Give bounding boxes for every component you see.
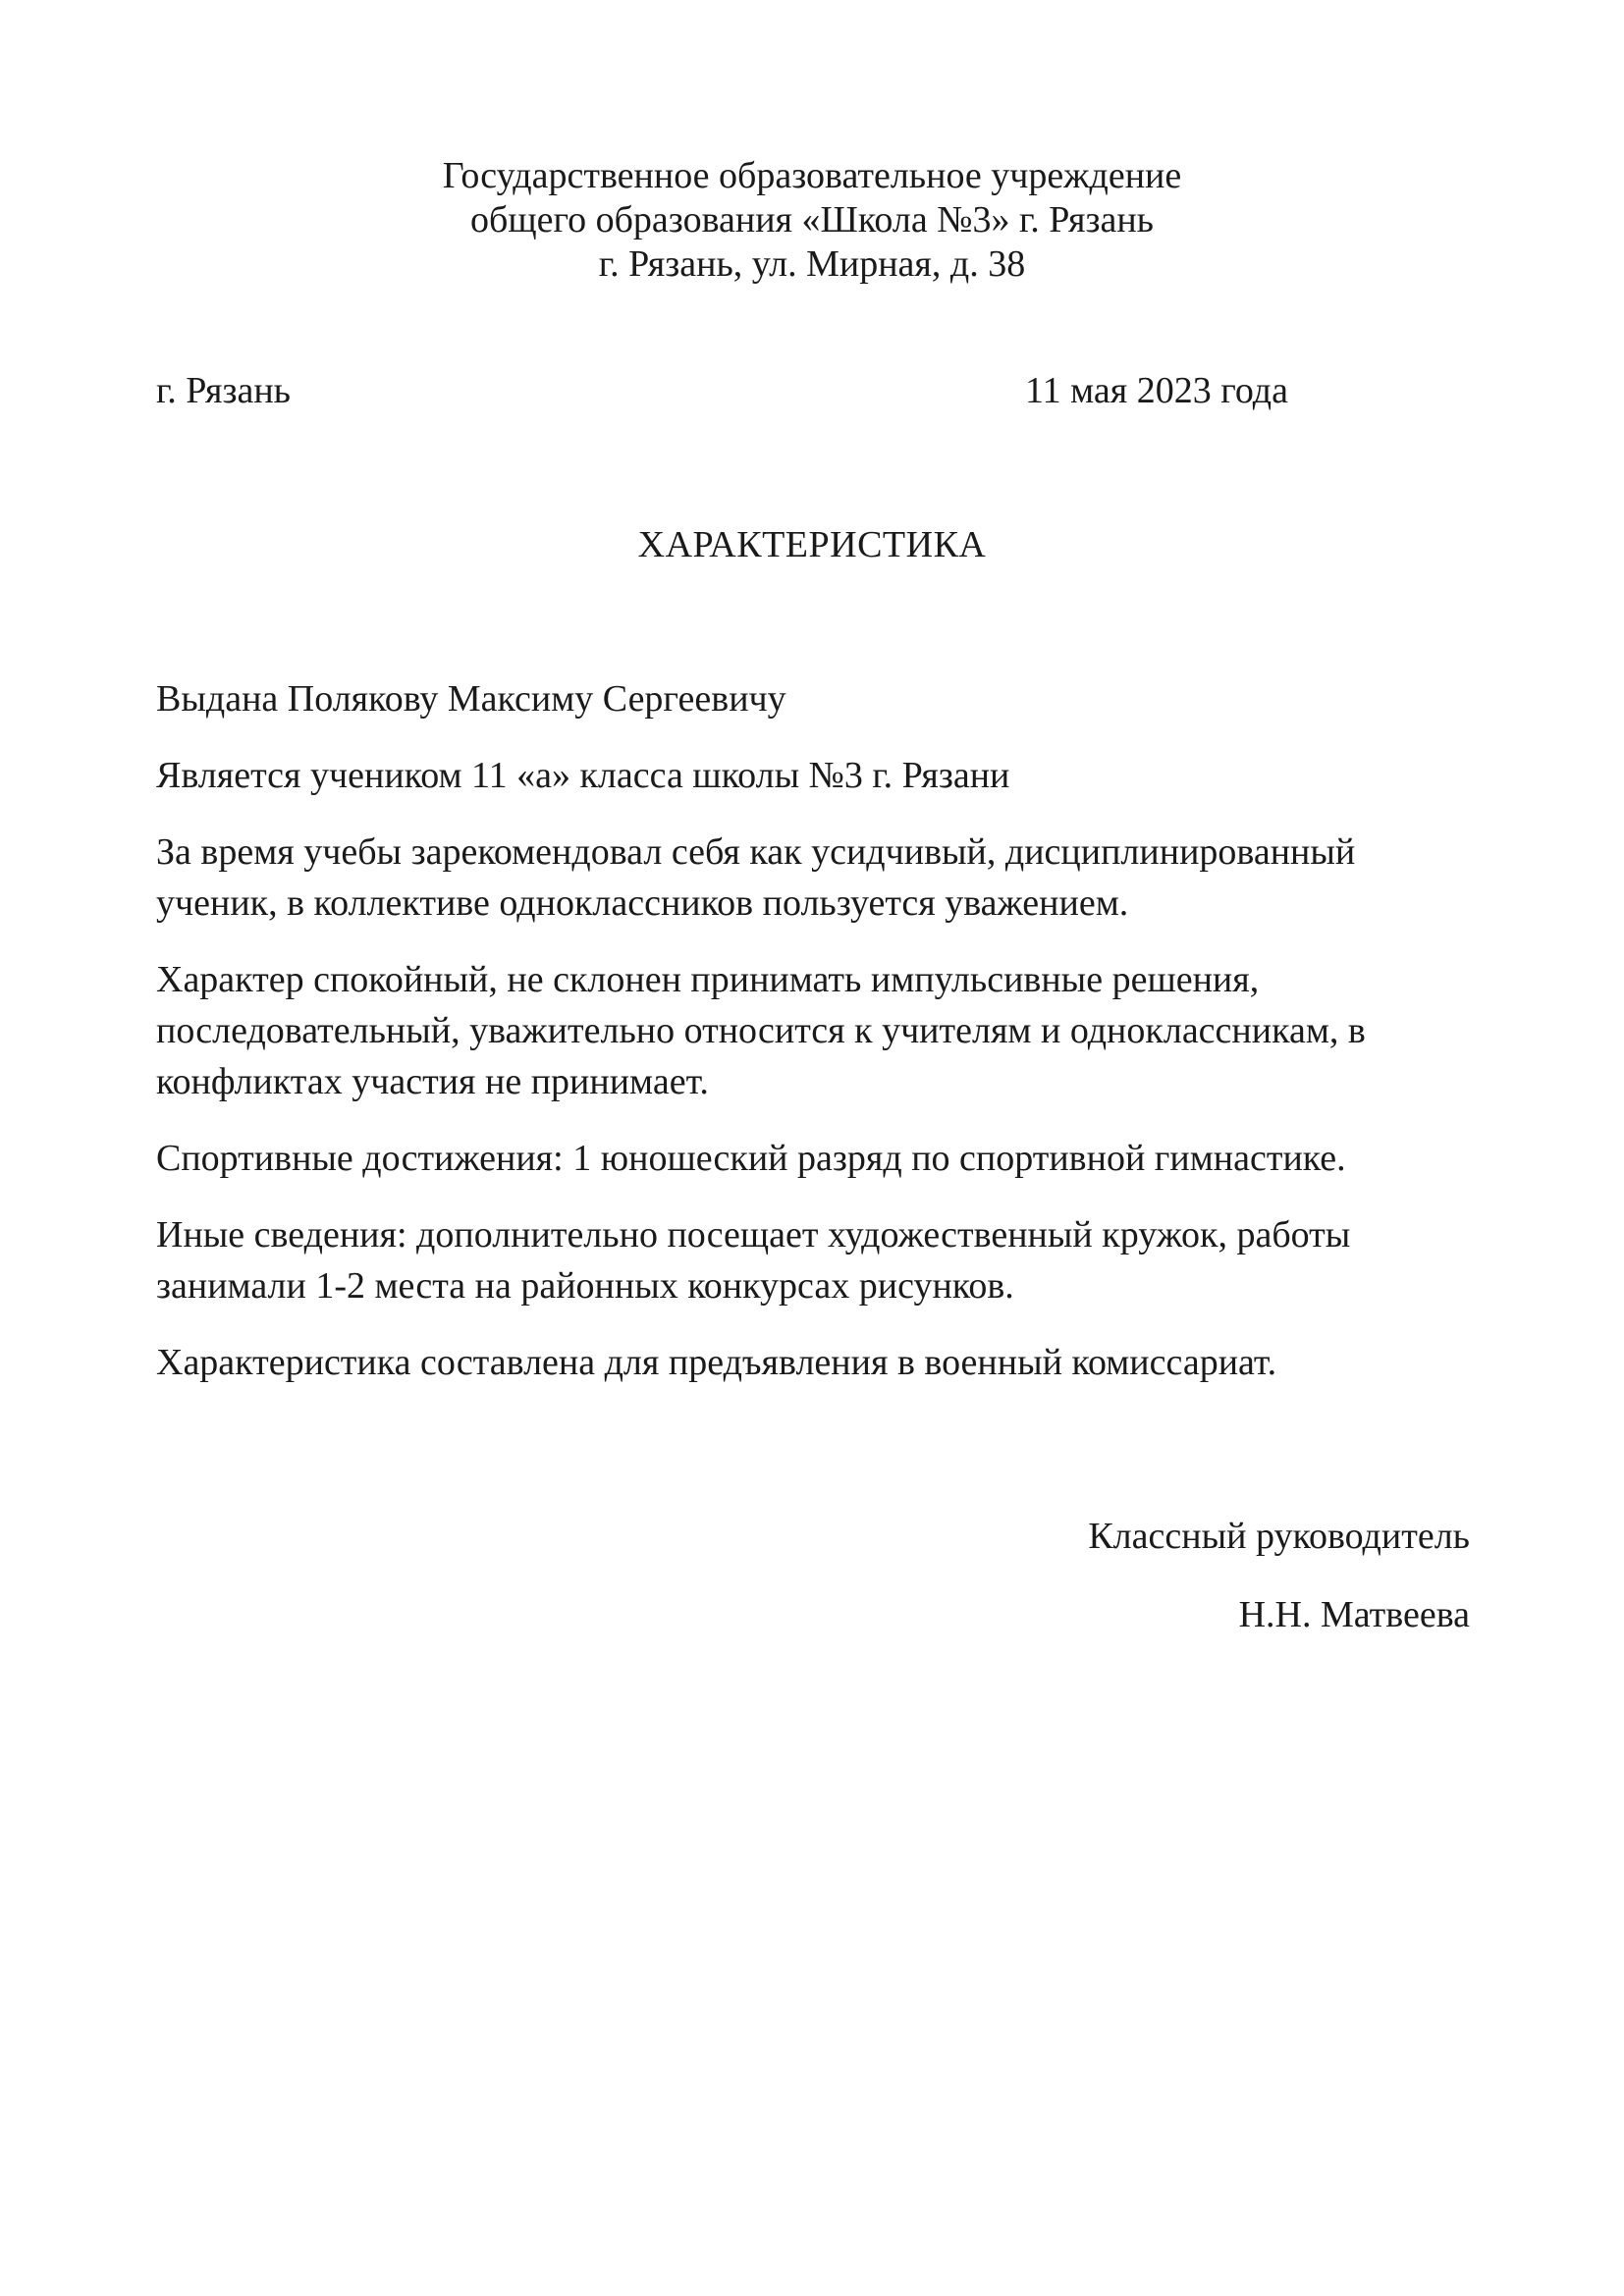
paragraph-sports: Спортивные достижения: 1 юношеский разряд по спортивной гимнастике. — [156, 1138, 1346, 1179]
document-body — [156, 673, 1462, 1414]
header-address-line: г. Рязань, ул. Мирная, д. 38 — [598, 243, 1026, 285]
document-header — [0, 154, 1624, 287]
signature-block — [1088, 1497, 1470, 1654]
paragraph-purpose: Характеристика составлена для предъявления в военный комиссариат. — [156, 1342, 1277, 1383]
header-institution-line: Государственное образовательное учреждение — [442, 155, 1182, 196]
document-place: г. Рязань — [156, 370, 292, 411]
document-title: ХАРАКТЕРИСТИКА — [637, 524, 987, 565]
signature-role: Классный руководитель — [1088, 1516, 1470, 1557]
header-school-line: общего образования «Школа №3» г. Рязань — [469, 199, 1154, 240]
paragraph-study-record: За время учебы зарекомендовал себя как усидчивый, дисциплинированный ученик, в коллективе одноклассников пользуется уважением. — [156, 831, 1356, 924]
signature-name: Н.Н. Матвеева — [1238, 1594, 1470, 1635]
document-date: 11 мая 2023 года — [1025, 370, 1288, 411]
paragraph-character: Характер спокойный, не склонен принимать импульсивные решения, последовательный, уважительно относится к учителям и одноклассникам, в конфликтах участия не принимает. — [156, 959, 1366, 1102]
paragraph-other-info: Иные сведения: дополнительно посещает художественный кружок, работы занимали 1-2 места на районных конкурсах рисунков. — [156, 1214, 1351, 1307]
paragraph-issued-to: Выдана Полякову Максиму Сергеевичу — [156, 678, 786, 720]
paragraph-student-class: Является учеником 11 «а» класса школы №3 г. Рязани — [156, 755, 1010, 796]
